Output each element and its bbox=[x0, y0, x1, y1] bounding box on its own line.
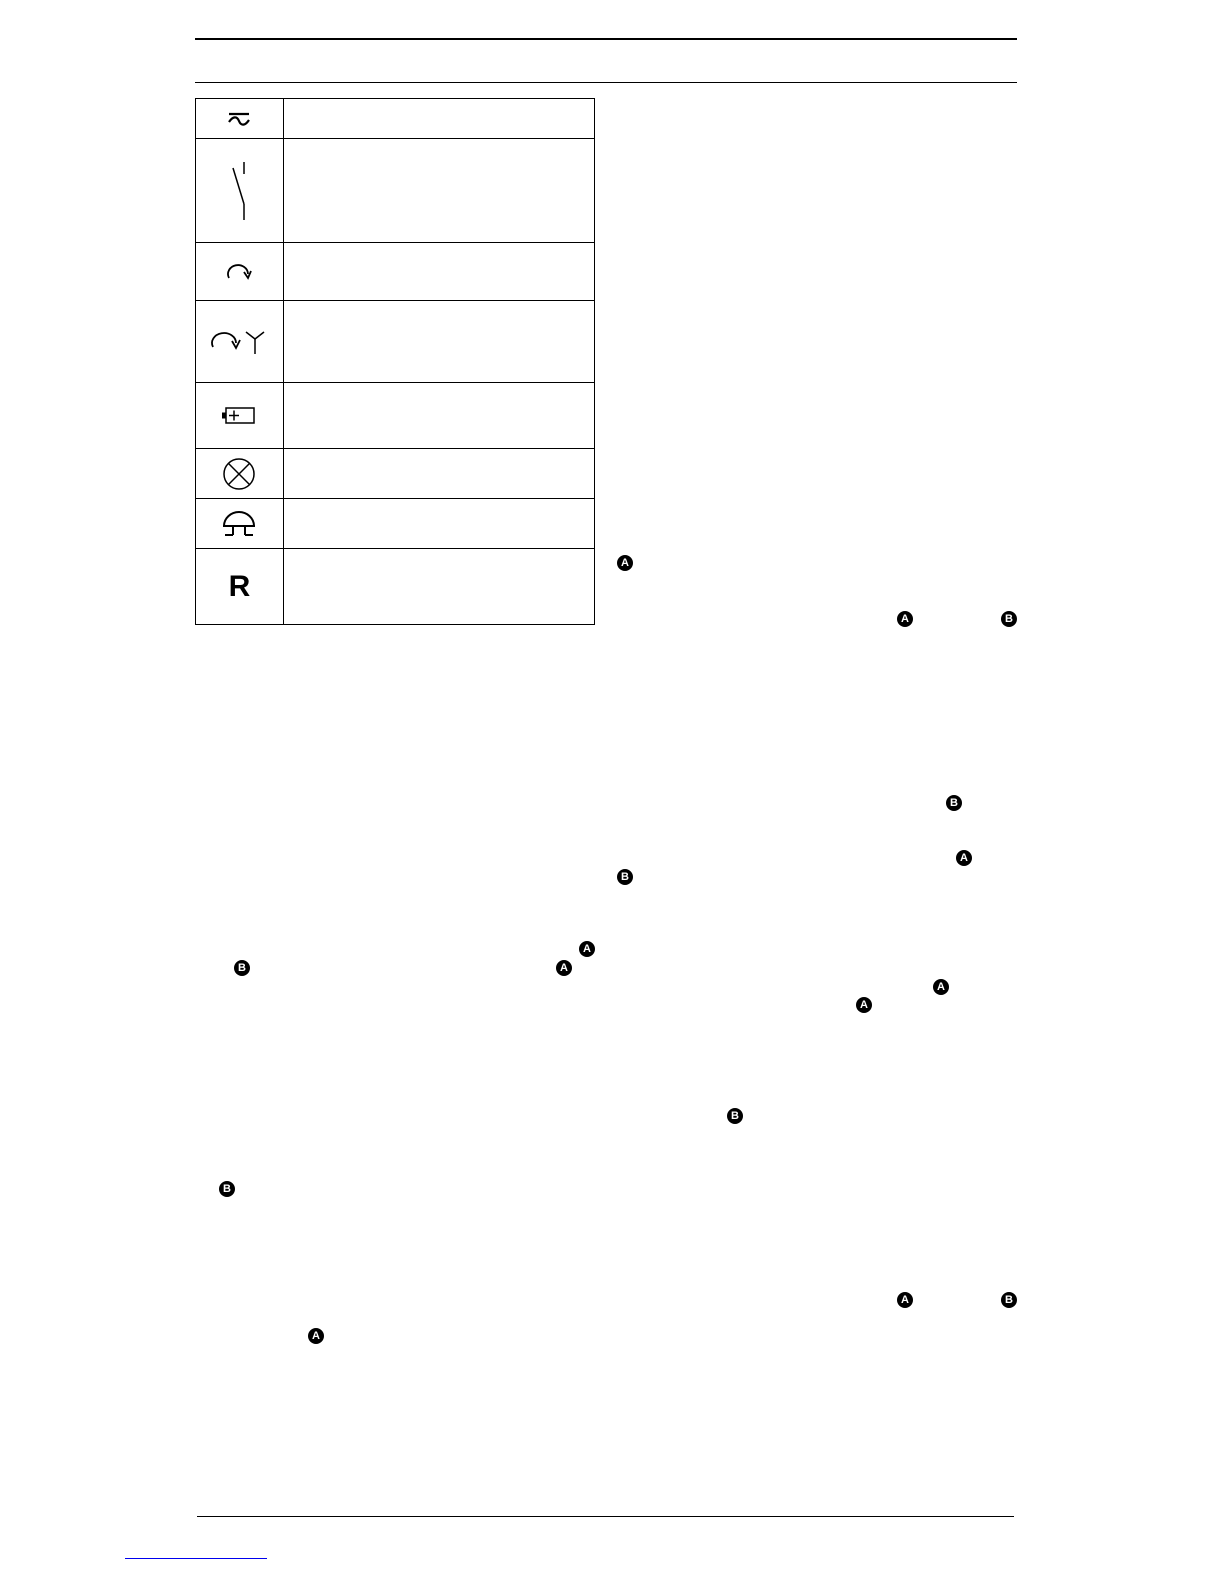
table-row bbox=[196, 383, 595, 449]
icon-cell bbox=[196, 301, 284, 383]
marker-a: A bbox=[856, 997, 872, 1013]
top-rule bbox=[195, 38, 1017, 40]
rotation-fan-icon bbox=[208, 327, 270, 357]
icon-cell bbox=[196, 99, 284, 139]
table-row bbox=[196, 139, 595, 243]
beacon-light-icon bbox=[220, 509, 258, 539]
marker-a: A bbox=[933, 979, 949, 995]
marker-b: B bbox=[946, 795, 962, 811]
icon-cell bbox=[196, 449, 284, 499]
marker-a: A bbox=[579, 941, 595, 957]
rotation-arrow-icon bbox=[224, 260, 254, 284]
description-cell bbox=[283, 243, 594, 301]
description-cell bbox=[283, 449, 594, 499]
footer-rule bbox=[197, 1516, 1014, 1517]
header-rule bbox=[195, 82, 1017, 83]
description-cell bbox=[283, 549, 594, 625]
marker-a: A bbox=[556, 960, 572, 976]
ac-wave-icon bbox=[226, 109, 252, 129]
description-cell bbox=[283, 99, 594, 139]
link-underline[interactable] bbox=[125, 1558, 267, 1559]
table-row bbox=[196, 99, 595, 139]
marker-a: A bbox=[897, 611, 913, 627]
marker-a: A bbox=[956, 850, 972, 866]
table-row bbox=[196, 499, 595, 549]
marker-a: A bbox=[897, 1292, 913, 1308]
icon-cell bbox=[196, 549, 284, 625]
table-row bbox=[196, 549, 595, 625]
marker-b: B bbox=[234, 960, 250, 976]
symbol-table bbox=[195, 98, 595, 625]
icon-cell bbox=[196, 243, 284, 301]
description-cell bbox=[283, 301, 594, 383]
switch-icon bbox=[224, 158, 254, 224]
icon-cell bbox=[196, 383, 284, 449]
description-cell bbox=[283, 139, 594, 243]
marker-b: B bbox=[727, 1108, 743, 1124]
lamp-icon bbox=[221, 456, 257, 492]
marker-b: B bbox=[219, 1181, 235, 1197]
icon-cell bbox=[196, 499, 284, 549]
reset-icon: R bbox=[228, 569, 251, 603]
marker-b: B bbox=[1001, 1292, 1017, 1308]
description-cell bbox=[283, 383, 594, 449]
description-cell bbox=[283, 499, 594, 549]
marker-b: B bbox=[617, 869, 633, 885]
table-row bbox=[196, 301, 595, 383]
table-row bbox=[196, 449, 595, 499]
battery-icon bbox=[220, 405, 258, 427]
icon-cell bbox=[196, 139, 284, 243]
marker-a: A bbox=[617, 555, 633, 571]
marker-b: B bbox=[1001, 611, 1017, 627]
table-row bbox=[196, 243, 595, 301]
marker-a: A bbox=[308, 1328, 324, 1344]
